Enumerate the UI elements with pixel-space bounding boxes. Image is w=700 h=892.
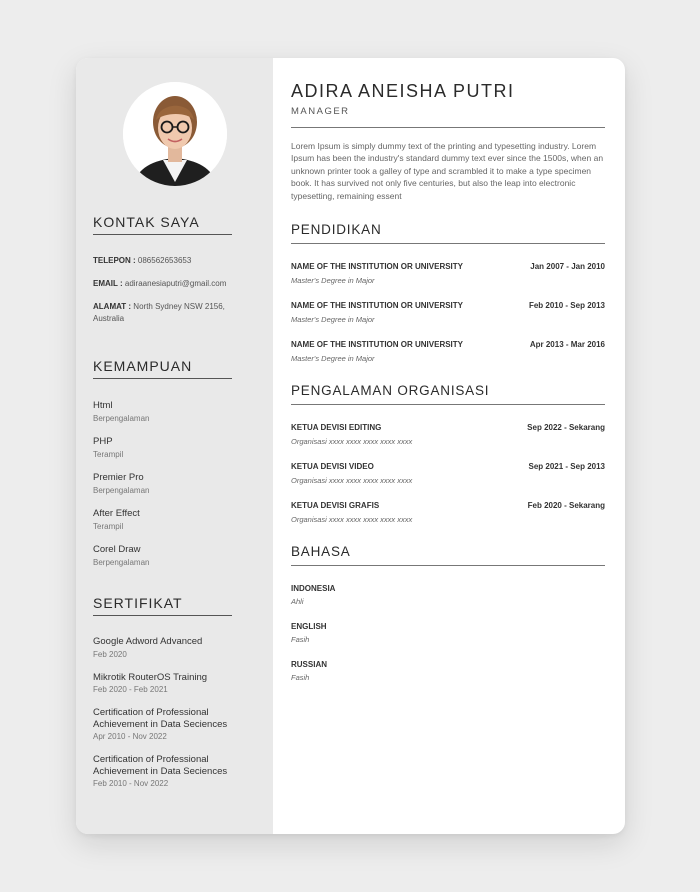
- organization-name: Organisasi xxxx xxxx xxxx xxxx xxxx: [291, 515, 413, 524]
- email-label: EMAIL :: [93, 279, 123, 288]
- organization-entry: [291, 423, 605, 446]
- education-degree: Master's Degree in Major: [291, 276, 375, 285]
- profile-summary: Lorem Ipsum is simply dummy text of the printing and typesetting industry. Lorem Ipsum has been the industry's standard dummy text ever since the 1500s, when an unknown printer took a galley of type and scrambled it to make a type specimen book. It has survived not only five centuries, but also the leap into electronic typesetting, remaining essent: [291, 141, 604, 201]
- education-degree: Master's Degree in Major: [291, 315, 375, 324]
- address-value: North Sydney NSW 2156, Australia: [93, 302, 225, 323]
- certificate-item: [93, 754, 256, 791]
- phone-label: TELEPON :: [93, 256, 136, 265]
- language-name: ENGLISH: [291, 622, 327, 631]
- language-name: INDONESIA: [291, 584, 336, 593]
- certificate-date: Apr 2010 - Nov 2022: [93, 732, 167, 741]
- organization-heading: PENGALAMAN ORGANISASI: [291, 383, 605, 405]
- sidebar: [76, 58, 273, 834]
- skill-item: [93, 399, 256, 425]
- skill-level: Berpengalaman: [93, 486, 150, 495]
- skill-name: PHP: [93, 436, 113, 447]
- organization-date: Sep 2022 - Sekarang: [527, 423, 605, 432]
- education-degree: Master's Degree in Major: [291, 354, 375, 363]
- languages-heading: BAHASA: [291, 544, 605, 566]
- organization-name: Organisasi xxxx xxxx xxxx xxxx xxxx: [291, 437, 413, 446]
- skill-name: Html: [93, 400, 113, 411]
- main-content: [273, 58, 625, 834]
- language-level: Fasih: [291, 673, 310, 682]
- organization-position: KETUA DEVISI EDITING: [291, 423, 382, 432]
- skill-name: After Effect: [93, 508, 140, 519]
- education-entry: [291, 301, 605, 324]
- skill-item: [93, 507, 256, 533]
- skill-item: [93, 435, 256, 461]
- organization-entry: [291, 462, 605, 485]
- language-name: RUSSIAN: [291, 660, 328, 669]
- education-entry: [291, 262, 605, 285]
- skill-name: Corel Draw: [93, 544, 141, 555]
- contact-heading: KONTAK SAYA: [93, 214, 232, 235]
- education-institution: NAME OF THE INSTITUTION OR UNIVERSITY: [291, 301, 464, 310]
- language-item: [291, 584, 605, 606]
- skill-level: Terampil: [93, 450, 124, 459]
- education-date: Apr 2013 - Mar 2016: [529, 340, 605, 349]
- contact-phone: [93, 255, 256, 267]
- skill-level: Berpengalaman: [93, 558, 150, 567]
- education-entry: [291, 340, 605, 363]
- language-item: [291, 660, 605, 682]
- skill-item: [93, 471, 256, 497]
- organization-name: Organisasi xxxx xxxx xxxx xxxx xxxx: [291, 476, 413, 485]
- language-level: Ahli: [291, 597, 304, 606]
- organization-date: Sep 2021 - Sep 2013: [528, 462, 605, 471]
- language-item: [291, 622, 605, 644]
- certificate-item: [93, 707, 256, 744]
- certificate-item: [93, 672, 256, 698]
- certificate-date: Feb 2010 - Nov 2022: [93, 779, 169, 788]
- education-date: Feb 2010 - Sep 2013: [528, 301, 605, 310]
- email-value: adiraanesiaputri@gmail.com: [124, 279, 227, 288]
- education-institution: NAME OF THE INSTITUTION OR UNIVERSITY: [291, 262, 464, 271]
- phone-value: 086562653653: [137, 256, 192, 265]
- avatar: [123, 82, 227, 186]
- full-name: ADIRA ANEISHA PUTRI: [291, 81, 515, 101]
- contact-email: [93, 278, 256, 290]
- education-institution: NAME OF THE INSTITUTION OR UNIVERSITY: [291, 340, 464, 349]
- certificate-name: Google Adword Advanced: [93, 636, 203, 647]
- skill-item: [93, 543, 256, 569]
- certificate-date: Feb 2020: [93, 649, 127, 659]
- language-level: Fasih: [291, 635, 310, 644]
- skills-heading: KEMAMPUAN: [93, 358, 232, 379]
- education-heading: PENDIDIKAN: [291, 222, 605, 244]
- organization-position: KETUA DEVISI GRAFIS: [291, 501, 380, 510]
- address-label: ALAMAT :: [93, 302, 132, 311]
- organization-position: KETUA DEVISI VIDEO: [291, 462, 374, 471]
- skill-level: Terampil: [93, 522, 124, 531]
- certificate-name: Mikrotik RouterOS Training: [93, 671, 208, 683]
- contact-address: [93, 301, 256, 325]
- certificate-name: Certification of Professional Achievement in Data Seciences: [93, 707, 228, 730]
- resume-card: [76, 58, 625, 834]
- organization-date: Feb 2020 - Sekarang: [527, 501, 605, 510]
- certificate-name: Certification of Professional Achievement in Data Seciences: [93, 754, 228, 777]
- certificate-date: Feb 2020 - Feb 2021: [93, 685, 168, 694]
- skill-level: Berpengalaman: [93, 414, 150, 423]
- profile-photo: [123, 82, 227, 186]
- job-title: MANAGER: [291, 106, 605, 128]
- certificate-item: [93, 636, 256, 662]
- certificates-heading: SERTIFIKAT: [93, 595, 232, 616]
- education-date: Jan 2007 - Jan 2010: [530, 262, 605, 271]
- skill-name: Premier Pro: [93, 472, 144, 483]
- organization-entry: [291, 501, 605, 524]
